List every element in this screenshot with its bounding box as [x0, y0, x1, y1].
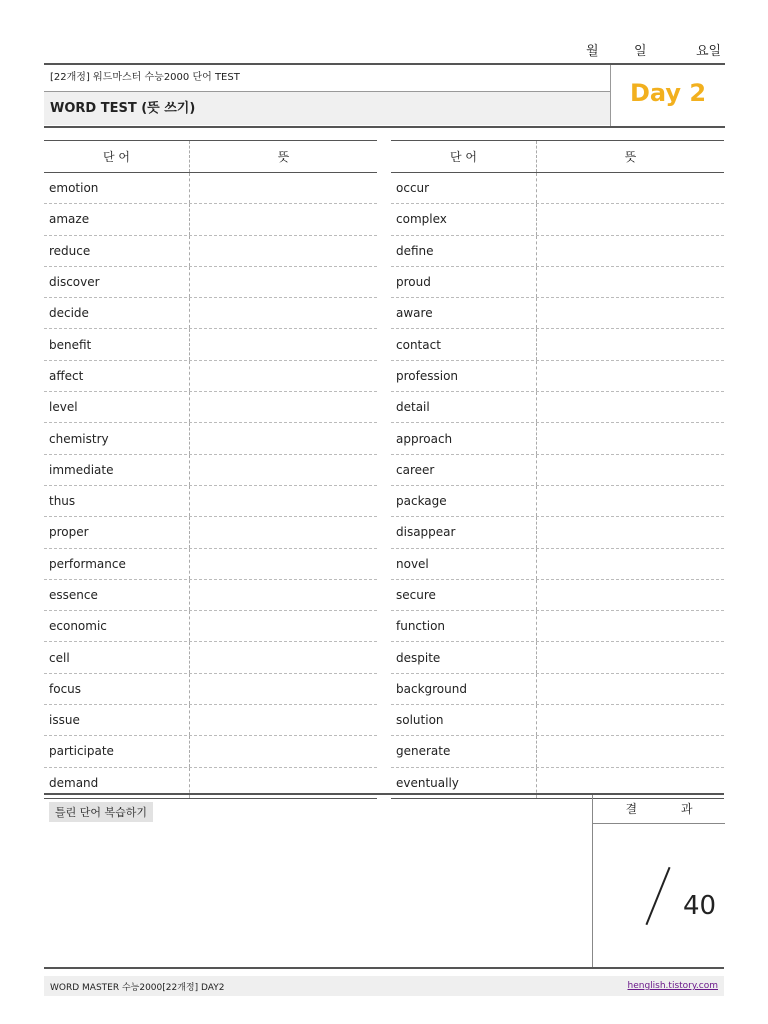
meaning-cell[interactable]	[537, 173, 724, 203]
table-row	[391, 423, 724, 454]
table-row	[391, 705, 724, 736]
word-cell: secure	[391, 580, 537, 610]
col-word-header: 단 어	[44, 141, 190, 172]
table-header	[391, 141, 724, 173]
table-header	[44, 141, 377, 173]
meaning-cell[interactable]	[537, 204, 724, 234]
word-cell: disappear	[391, 517, 537, 547]
meaning-cell[interactable]	[537, 549, 724, 579]
table-row	[44, 204, 377, 235]
meaning-cell[interactable]	[190, 236, 377, 266]
word-cell: participate	[44, 736, 190, 766]
word-cell: affect	[44, 361, 190, 391]
meaning-cell[interactable]	[537, 423, 724, 453]
table-row	[391, 736, 724, 767]
table-row	[44, 361, 377, 392]
table-row	[44, 329, 377, 360]
result-box	[592, 795, 725, 967]
word-cell: solution	[391, 705, 537, 735]
word-cell: eventually	[391, 768, 537, 798]
word-cell: amaze	[44, 204, 190, 234]
meaning-cell[interactable]	[537, 517, 724, 547]
meaning-cell[interactable]	[537, 298, 724, 328]
word-cell: cell	[44, 642, 190, 672]
weekday-label: 요일	[696, 44, 722, 59]
word-cell: function	[391, 611, 537, 641]
table-row	[44, 298, 377, 329]
table-row	[391, 392, 724, 423]
meaning-cell[interactable]	[537, 736, 724, 766]
word-cell: performance	[44, 549, 190, 579]
word-cell: economic	[44, 611, 190, 641]
meaning-cell[interactable]	[537, 455, 724, 485]
table-row	[391, 455, 724, 486]
table-row	[44, 423, 377, 454]
score-total: 40	[683, 891, 717, 921]
day-label: 일	[634, 44, 647, 59]
word-cell: issue	[44, 705, 190, 735]
table-row	[391, 173, 724, 204]
table-row	[391, 236, 724, 267]
month-label: 월	[586, 44, 599, 59]
meaning-cell[interactable]	[537, 705, 724, 735]
table-row	[44, 549, 377, 580]
meaning-cell[interactable]	[537, 267, 724, 297]
meaning-cell[interactable]	[190, 423, 377, 453]
word-cell: demand	[44, 768, 190, 798]
col-meaning-header: 뜻	[277, 150, 290, 164]
word-cell: profession	[391, 361, 537, 391]
table-row	[44, 173, 377, 204]
word-cell: thus	[44, 486, 190, 516]
word-cell: proper	[44, 517, 190, 547]
meaning-cell[interactable]	[190, 517, 377, 547]
meaning-cell[interactable]	[190, 486, 377, 516]
meaning-cell[interactable]	[190, 173, 377, 203]
table-row	[44, 517, 377, 548]
word-cell: proud	[391, 267, 537, 297]
meaning-cell[interactable]	[190, 611, 377, 641]
word-cell: complex	[391, 204, 537, 234]
table-row	[391, 517, 724, 548]
table-row	[44, 611, 377, 642]
page-title: WORD TEST (뜻 쓰기)	[44, 92, 610, 125]
table-row	[44, 267, 377, 298]
word-cell: focus	[44, 674, 190, 704]
col-meaning-header: 뜻	[624, 150, 637, 164]
word-cell: occur	[391, 173, 537, 203]
table-row	[44, 674, 377, 705]
meaning-cell[interactable]	[190, 392, 377, 422]
word-table-left	[44, 140, 377, 799]
table-row	[44, 580, 377, 611]
meaning-cell[interactable]	[190, 455, 377, 485]
word-cell: background	[391, 674, 537, 704]
table-row	[391, 674, 724, 705]
word-cell: approach	[391, 423, 537, 453]
word-cell: detail	[391, 392, 537, 422]
table-row	[391, 329, 724, 360]
meaning-cell[interactable]	[190, 642, 377, 672]
review-label: 틀린 단어 복습하기	[49, 802, 153, 822]
table-row	[391, 267, 724, 298]
word-cell: despite	[391, 642, 537, 672]
footer-link[interactable]: henglish.tistory.com	[627, 981, 718, 991]
table-row	[391, 611, 724, 642]
table-row	[391, 580, 724, 611]
word-cell: benefit	[44, 329, 190, 359]
date-row	[44, 40, 724, 60]
table-row	[44, 392, 377, 423]
word-cell: immediate	[44, 455, 190, 485]
score-slash	[645, 867, 670, 925]
meaning-cell[interactable]	[537, 361, 724, 391]
table-row	[391, 642, 724, 673]
table-row	[44, 236, 377, 267]
header-subtitle: [22개정] 워드마스터 수능2000 단어 TEST	[44, 65, 610, 92]
word-cell: level	[44, 392, 190, 422]
word-cell: package	[391, 486, 537, 516]
meaning-cell[interactable]	[190, 329, 377, 359]
meaning-cell[interactable]	[537, 329, 724, 359]
meaning-cell[interactable]	[190, 674, 377, 704]
word-cell: career	[391, 455, 537, 485]
meaning-cell[interactable]	[537, 486, 724, 516]
test-header	[44, 63, 725, 128]
word-cell: decide	[44, 298, 190, 328]
footer	[44, 976, 724, 996]
meaning-cell[interactable]	[537, 236, 724, 266]
table-row	[44, 736, 377, 767]
bottom-section	[44, 793, 724, 969]
table-row	[44, 486, 377, 517]
meaning-cell[interactable]	[537, 642, 724, 672]
word-cell: essence	[44, 580, 190, 610]
meaning-cell[interactable]	[190, 580, 377, 610]
header-titles	[44, 65, 611, 126]
table-row	[391, 204, 724, 235]
word-cell: contact	[391, 329, 537, 359]
word-cell: aware	[391, 298, 537, 328]
table-row	[391, 486, 724, 517]
meaning-cell[interactable]	[190, 267, 377, 297]
table-row	[391, 298, 724, 329]
col-word-header: 단 어	[391, 141, 537, 172]
word-cell: define	[391, 236, 537, 266]
word-table-right	[391, 140, 724, 799]
meaning-cell[interactable]	[537, 674, 724, 704]
table-row	[391, 549, 724, 580]
word-cell: novel	[391, 549, 537, 579]
table-row	[44, 455, 377, 486]
meaning-cell[interactable]	[190, 361, 377, 391]
footer-text: WORD MASTER 수능2000[22개정] DAY2	[50, 982, 225, 993]
table-row	[391, 361, 724, 392]
meaning-cell[interactable]	[537, 611, 724, 641]
word-cell: emotion	[44, 173, 190, 203]
meaning-cell[interactable]	[537, 580, 724, 610]
word-cell: generate	[391, 736, 537, 766]
word-cell: reduce	[44, 236, 190, 266]
table-row	[44, 705, 377, 736]
meaning-cell[interactable]	[190, 736, 377, 766]
meaning-cell[interactable]	[190, 204, 377, 234]
meaning-cell[interactable]	[537, 392, 724, 422]
word-cell: chemistry	[44, 423, 190, 453]
meaning-cell[interactable]	[190, 549, 377, 579]
meaning-cell[interactable]	[190, 705, 377, 735]
table-row	[44, 642, 377, 673]
meaning-cell[interactable]	[190, 298, 377, 328]
result-label: 결 과	[593, 795, 725, 824]
day-badge: Day 2	[629, 78, 707, 107]
word-cell: discover	[44, 267, 190, 297]
